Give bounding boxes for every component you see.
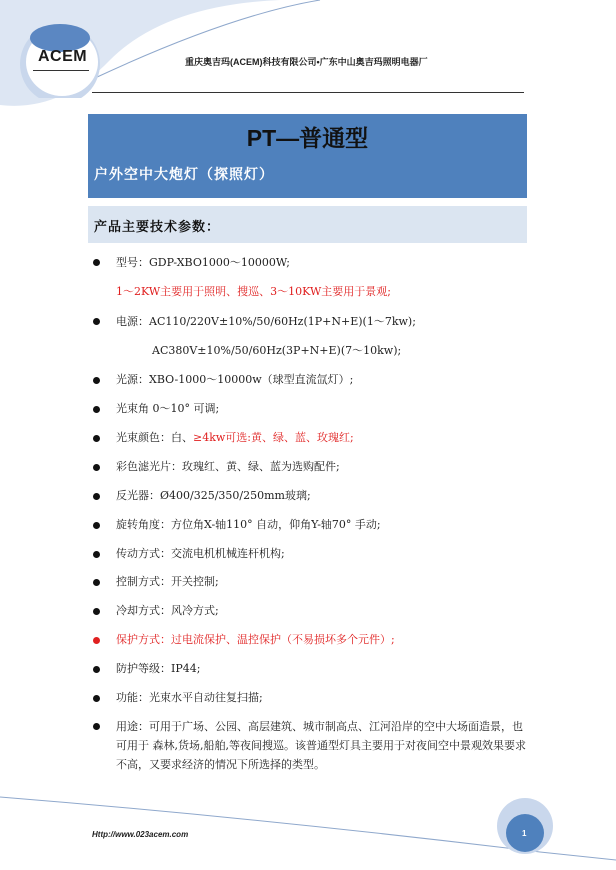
section-banner bbox=[88, 206, 527, 243]
bullet-icon bbox=[93, 259, 100, 266]
spec-item-power: 电源：AC110/220V±10%/50/60Hz(1P+N+E)(1～7kw); bbox=[116, 315, 416, 328]
spec-item-beam-angle: 光束角 0～10° 可调; bbox=[116, 402, 220, 415]
spec-item-function: 功能：光束水平自动往复扫描; bbox=[116, 691, 263, 704]
spec-item-filters: 彩色滤光片：玫瑰红、黄、绿、蓝为选购配件; bbox=[116, 460, 340, 473]
beam-color-options: ≥4kw可选:黄、绿、蓝、玫瑰红; bbox=[193, 431, 354, 444]
logo-underline bbox=[33, 70, 89, 71]
bullet-icon bbox=[93, 493, 100, 500]
spec-item-beam-color bbox=[116, 429, 526, 446]
bullet-icon bbox=[93, 608, 100, 615]
bullet-icon bbox=[93, 406, 100, 413]
bullet-icon bbox=[93, 666, 100, 673]
spec-item-model: 型号：GDP-XBO1000～10000W; bbox=[116, 256, 290, 269]
bullet-icon bbox=[93, 579, 100, 586]
page-title: PT—普通型 bbox=[246, 125, 369, 151]
bullet-icon bbox=[93, 695, 100, 702]
bullet-icon bbox=[93, 723, 100, 730]
bullet-icon bbox=[93, 377, 100, 384]
bullet-icon bbox=[93, 464, 100, 471]
spec-item-power-3p: AC380V±10%/50/60Hz(3P+N+E)(7～10kw); bbox=[152, 344, 402, 357]
bullet-icon bbox=[93, 637, 100, 644]
spec-item-model-note: 1～2KW主要用于照明、搜巡、3～10KW主要用于景观; bbox=[116, 285, 391, 298]
page-number: 1 bbox=[522, 829, 527, 838]
spec-item-control: 控制方式：开关控制; bbox=[116, 575, 219, 588]
company-name: 重庆奥吉玛(ACEM)科技有限公司•广东中山奥吉玛照明电器厂 bbox=[185, 57, 428, 67]
footer-url: Http://www.023acem.com bbox=[92, 830, 189, 839]
title-banner bbox=[88, 114, 527, 198]
bullet-icon bbox=[93, 551, 100, 558]
spec-item-drive: 传动方式：交流电机机械连杆机构; bbox=[116, 547, 285, 560]
spec-item-protection: 保护方式：过电流保护、温控保护（不易损坏多个元件）; bbox=[116, 633, 395, 646]
spec-item-reflector: 反光器：Ø400/325/350/250mm玻璃; bbox=[116, 489, 311, 502]
spec-item-ip-rating: 防护等级：IP44; bbox=[116, 662, 201, 675]
bullet-icon bbox=[93, 522, 100, 529]
page-subtitle: 户外空中大炮灯（探照灯） bbox=[94, 167, 274, 183]
spec-item-usage: 用途：可用于广场、公园、高层建筑、城市制高点、江河沿岸的空中大场面造景，也可用于 森林,货场,船舶,等夜间搜巡。该普通型灯具主要用于对夜间空中景观效果要求不高，又要求经济的情况下所选择的类型。 bbox=[116, 720, 526, 771]
bullet-icon bbox=[93, 435, 100, 442]
spec-item-cooling: 冷却方式：风冷方式; bbox=[116, 604, 219, 617]
beam-color-prefix: 光束颜色：白、 bbox=[116, 431, 193, 444]
section-title: 产品主要技术参数： bbox=[94, 220, 221, 235]
logo-text: ACEM bbox=[38, 48, 88, 65]
bullet-icon bbox=[93, 318, 100, 325]
spec-item-light-source: 光源：XBO-1000～10000w（球型直流氙灯）; bbox=[116, 373, 354, 386]
header-rule bbox=[92, 92, 524, 93]
spec-item-rotation: 旋转角度：方位角X-轴110° 自动，仰角Y-轴70° 手动; bbox=[116, 518, 381, 531]
